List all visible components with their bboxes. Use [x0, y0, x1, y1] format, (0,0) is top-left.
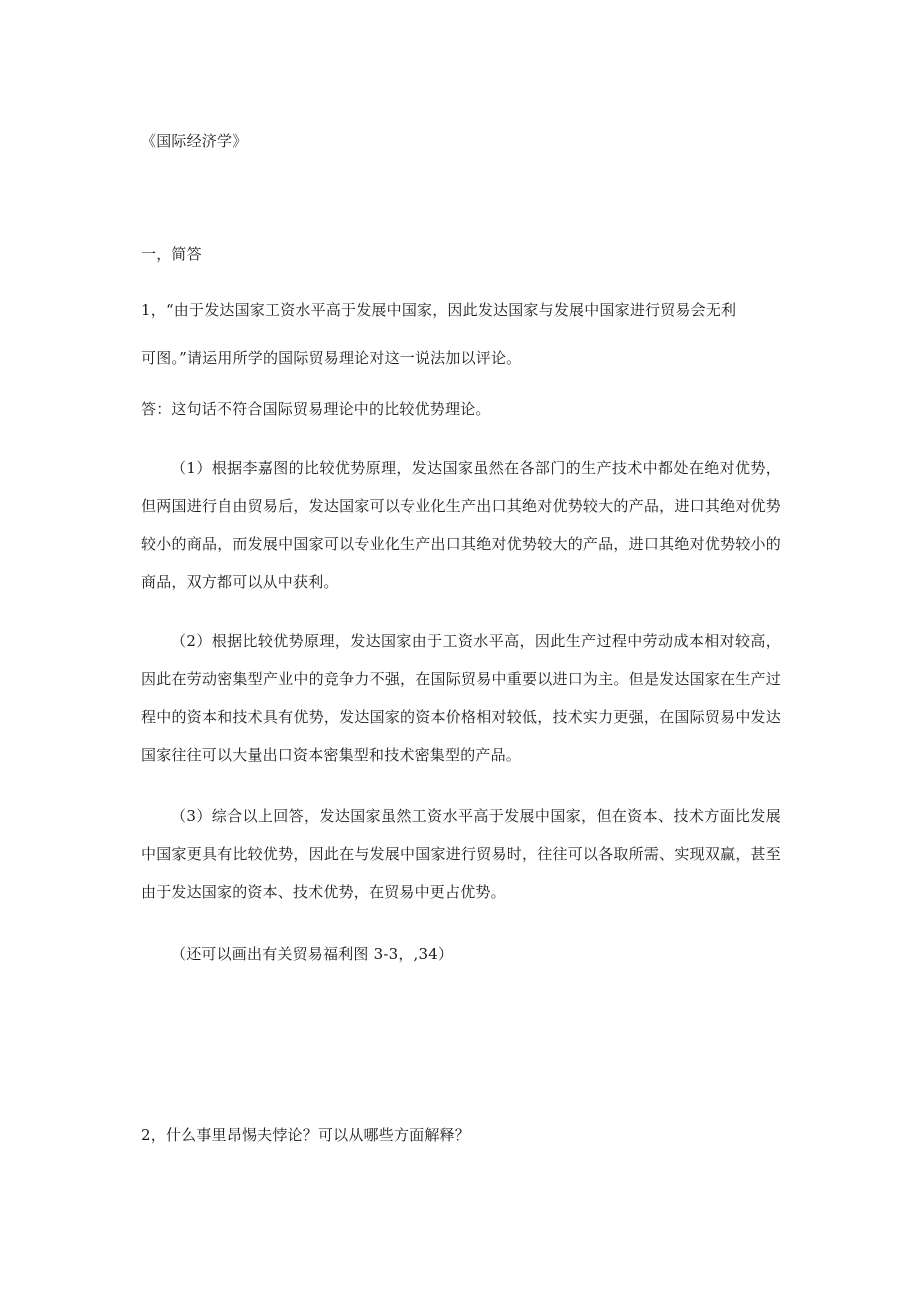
question-1-line-2: 可图。”请运用所学的国际贸易理论对这一说法加以评论。: [141, 349, 522, 367]
question-1-line-1: 1，“由于发达国家工资水平高于发展中国家，因此发达国家与发展中国家进行贸易会无利: [141, 301, 737, 319]
answer-point-2-text: （2）根据比较优势原理，发达国家由于工资水平高，因此生产过程中劳动成本相对较高，因此在劳动密集型产业中的竞争力不强，在国际贸易中重要以进口为主。但是发达国家在生产过程中的资本和技术具有优势，发达国家的资本价格相对较低，技术实力更强，在国际贸易中发达国家往往可以大量出口资本密集型和技术密集型的产品。: [141, 632, 781, 764]
question-2: 2，什么事里昂惕夫悖论？可以从哪些方面解释？: [141, 1126, 470, 1144]
answer-point-1-text: （1）根据李嘉图的比较优势原理，发达国家虽然在各部门的生产技术中都处在绝对优势，但两国进行自由贸易后，发达国家可以专业化生产出口其绝对优势较大的产品，进口其绝对优势较小的商品，而发展中国家可以专业化生产出口其绝对优势较大的产品，进口其绝对优势较小的商品，双方都可以从中获利。: [141, 459, 781, 591]
answer-point-1: [141, 449, 781, 601]
answer-point-3-text: （3）综合以上回答，发达国家虽然工资水平高于发展中国家，但在资本、技术方面比发展中国家更具有比较优势，因此在与发展中国家进行贸易时，往往可以各取所需、实现双赢，甚至由于发达国家的资本、技术优势，在贸易中更占优势。: [141, 807, 781, 901]
answer-point-3: [141, 797, 781, 911]
answer-intro: 答：这句话不符合国际贸易理论中的比较优势理论。: [141, 400, 491, 418]
answer-note: （还可以画出有关贸易福利图 3-3，,34）: [171, 945, 454, 963]
document-title: 《国际经济学》: [141, 132, 248, 150]
answer-point-2: [141, 622, 781, 774]
section-heading: 一，简答: [141, 245, 202, 263]
